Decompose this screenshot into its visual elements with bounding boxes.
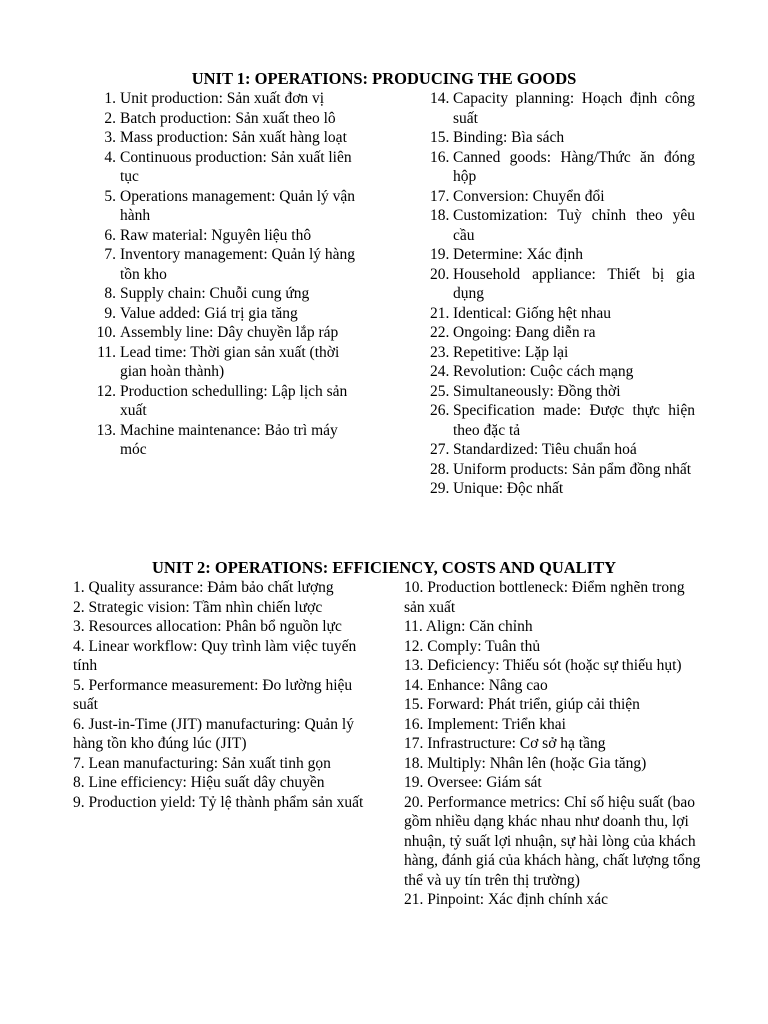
item-text: Binding: Bìa sách [453, 129, 565, 146]
list-item: 6. Just-in-Time (JIT) manufacturing: Quản lý hàng tồn kho đúng lúc (JIT) [73, 715, 354, 752]
item-text: Ongoing: Đang diễn ra [453, 324, 596, 341]
list-item [430, 148, 695, 187]
item-number: 21. [430, 304, 450, 322]
item-text: Canned goods: Hàng/Thức ăn đóng hộp [453, 148, 695, 185]
item-text: Machine maintenance: Bảo trì máy móc [120, 421, 338, 458]
item-number: 10. [96, 324, 116, 341]
item-number: 1. [104, 90, 116, 107]
unit1-list-right [430, 89, 695, 499]
item-number: 25. [430, 382, 450, 400]
item-number: 17. [430, 187, 450, 205]
item-number: 13. [96, 421, 116, 439]
item-text: Simultaneously: Đồng thời [453, 382, 621, 400]
list-item: 13. Deficiency: Thiếu sót (hoặc sự thiếu hụt) [404, 657, 682, 674]
item-text: Production schedulling: Lập lịch sản xuất [120, 382, 348, 419]
unit1-title: UNIT 1: OPERATIONS: PRODUCING THE GOODS [191, 69, 577, 88]
list-item: 16. Implement: Triển khai [404, 715, 566, 733]
item-number: 15. [430, 129, 450, 146]
list-item [430, 128, 695, 148]
list-item: 3. Resources allocation: Phân bổ nguồn lực [73, 618, 342, 635]
list-item: 19. Oversee: Giám sát [404, 774, 542, 791]
list-item: 20. Performance metrics: Chỉ số hiệu suất (bao gồm nhiều dạng khác nhau như doanh thu, lợi nhuận, tỷ suất lợi nhuận, sự hài lòng của khách hàng, đánh giá của khách hàng, chất lượng tổng thể và uy tín trên thị trường) [404, 793, 701, 889]
list-item: 12. Comply: Tuân thủ [404, 637, 541, 655]
list-item [430, 382, 695, 402]
list-item [94, 128, 362, 148]
item-number: 22. [430, 324, 450, 341]
item-number: 28. [430, 460, 450, 478]
item-number: 20. [430, 265, 450, 283]
list-item: 17. Infrastructure: Cơ sở hạ tầng [404, 735, 606, 752]
item-text: Continuous production: Sản xuất liên tục [120, 148, 352, 185]
item-number: 14. [430, 90, 450, 107]
list-item [94, 226, 362, 246]
list-item [430, 89, 695, 128]
item-text: Conversion: Chuyển đổi [453, 187, 605, 205]
list-item [94, 304, 362, 324]
item-text: Identical: Giống hệt nhau [453, 304, 611, 322]
list-item [94, 109, 362, 129]
list-item: 4. Linear workflow: Quy trình làm việc tuyến tính [73, 637, 357, 674]
list-item: 2. Strategic vision: Tầm nhìn chiến lược [73, 598, 323, 616]
list-item: 8. Line efficiency: Hiệu suất dây chuyền [73, 774, 325, 791]
list-item [430, 343, 695, 363]
list-item [94, 89, 362, 109]
item-text: Uniform products: Sản pẩm đồng nhất [453, 460, 692, 478]
item-number: 8. [104, 285, 116, 302]
unit1-list-left [94, 89, 362, 460]
list-item: 15. Forward: Phát triển, giúp cải thiện [404, 696, 640, 713]
item-text: Determine: Xác định [453, 246, 583, 263]
unit2-list-left [73, 578, 373, 812]
list-item: 1. Quality assurance: Đảm bảo chất lượng [73, 579, 334, 596]
item-text: Batch production: Sản xuất theo lô [120, 109, 336, 127]
item-number: 26. [430, 402, 450, 419]
list-item [94, 245, 362, 284]
unit2-list-right [404, 578, 704, 910]
list-item: 9. Production yield: Tỷ lệ thành phẩm sản xuất [73, 793, 364, 811]
list-item [430, 206, 695, 245]
item-number: 29. [430, 480, 450, 497]
list-item [430, 362, 695, 382]
item-text: Unique: Độc nhất [453, 480, 564, 497]
list-item [430, 323, 695, 343]
list-item [430, 187, 695, 207]
item-text: Mass production: Sản xuất hàng loạt [120, 129, 347, 146]
list-item: 5. Performance measurement: Đo lường hiệu suất [73, 676, 353, 713]
item-number: 3. [104, 129, 116, 146]
list-item: 10. Production bottleneck: Điểm nghẽn trong sản xuất [404, 579, 685, 616]
item-text: Capacity planning: Hoạch định công suất [453, 90, 695, 127]
list-item [94, 382, 362, 421]
item-text: Specification made: Được thực hiện theo đặc tả [453, 402, 695, 439]
item-number: 7. [104, 246, 116, 263]
list-item [430, 401, 695, 440]
item-number: 5. [104, 187, 116, 205]
list-item: 7. Lean manufacturing: Sản xuất tinh gọn [73, 754, 331, 772]
list-item [94, 284, 362, 304]
item-text: Unit production: Sản xuất đơn vị [120, 90, 325, 107]
item-text: Household appliance: Thiết bị gia dụng [453, 265, 695, 302]
list-item: 14. Enhance: Nâng cao [404, 676, 548, 694]
item-number: 2. [104, 109, 116, 127]
item-number: 11. [97, 343, 116, 361]
list-item [430, 304, 695, 324]
list-item: 18. Multiply: Nhân lên (hoặc Gia tăng) [404, 754, 647, 772]
item-number: 23. [430, 343, 450, 361]
item-text: Assembly line: Dây chuyền lắp ráp [120, 324, 339, 341]
list-item [94, 187, 362, 226]
list-item: 21. Pinpoint: Xác định chính xác [404, 891, 609, 908]
item-number: 19. [430, 246, 450, 263]
item-text: Customization: Tuỳ chỉnh theo yêu cầu [453, 207, 695, 244]
item-text: Raw material: Nguyên liệu thô [120, 226, 312, 244]
list-item: 11. Align: Căn chỉnh [404, 618, 533, 635]
list-item [430, 245, 695, 265]
item-text: Standardized: Tiêu chuẩn hoá [453, 441, 637, 458]
item-text: Repetitive: Lặp lại [453, 343, 569, 361]
item-number: 4. [104, 148, 116, 166]
item-text: Lead time: Thời gian sản xuất (thời gian hoàn thành) [120, 343, 340, 380]
item-number: 9. [104, 304, 116, 322]
list-item [430, 479, 695, 499]
item-text: Value added: Giá trị gia tăng [120, 304, 298, 322]
item-number: 24. [430, 363, 450, 380]
item-text: Supply chain: Chuỗi cung ứng [120, 285, 310, 302]
list-item [430, 265, 695, 304]
item-text: Operations management: Quản lý vận hành [120, 187, 356, 224]
item-number: 6. [104, 226, 116, 244]
list-item [94, 343, 362, 382]
list-item [94, 421, 362, 460]
item-number: 12. [96, 382, 116, 400]
list-item [430, 440, 695, 460]
item-number: 18. [430, 207, 450, 224]
item-text: Inventory management: Quản lý hàng tồn kho [120, 246, 356, 283]
item-text: Revolution: Cuộc cách mạng [453, 363, 634, 380]
list-item [430, 460, 695, 480]
list-item [94, 323, 362, 343]
list-item [94, 148, 362, 187]
item-number: 16. [430, 148, 450, 166]
unit2-title: UNIT 2: OPERATIONS: EFFICIENCY, COSTS AND QUALITY [151, 558, 617, 577]
item-number: 27. [430, 441, 450, 458]
